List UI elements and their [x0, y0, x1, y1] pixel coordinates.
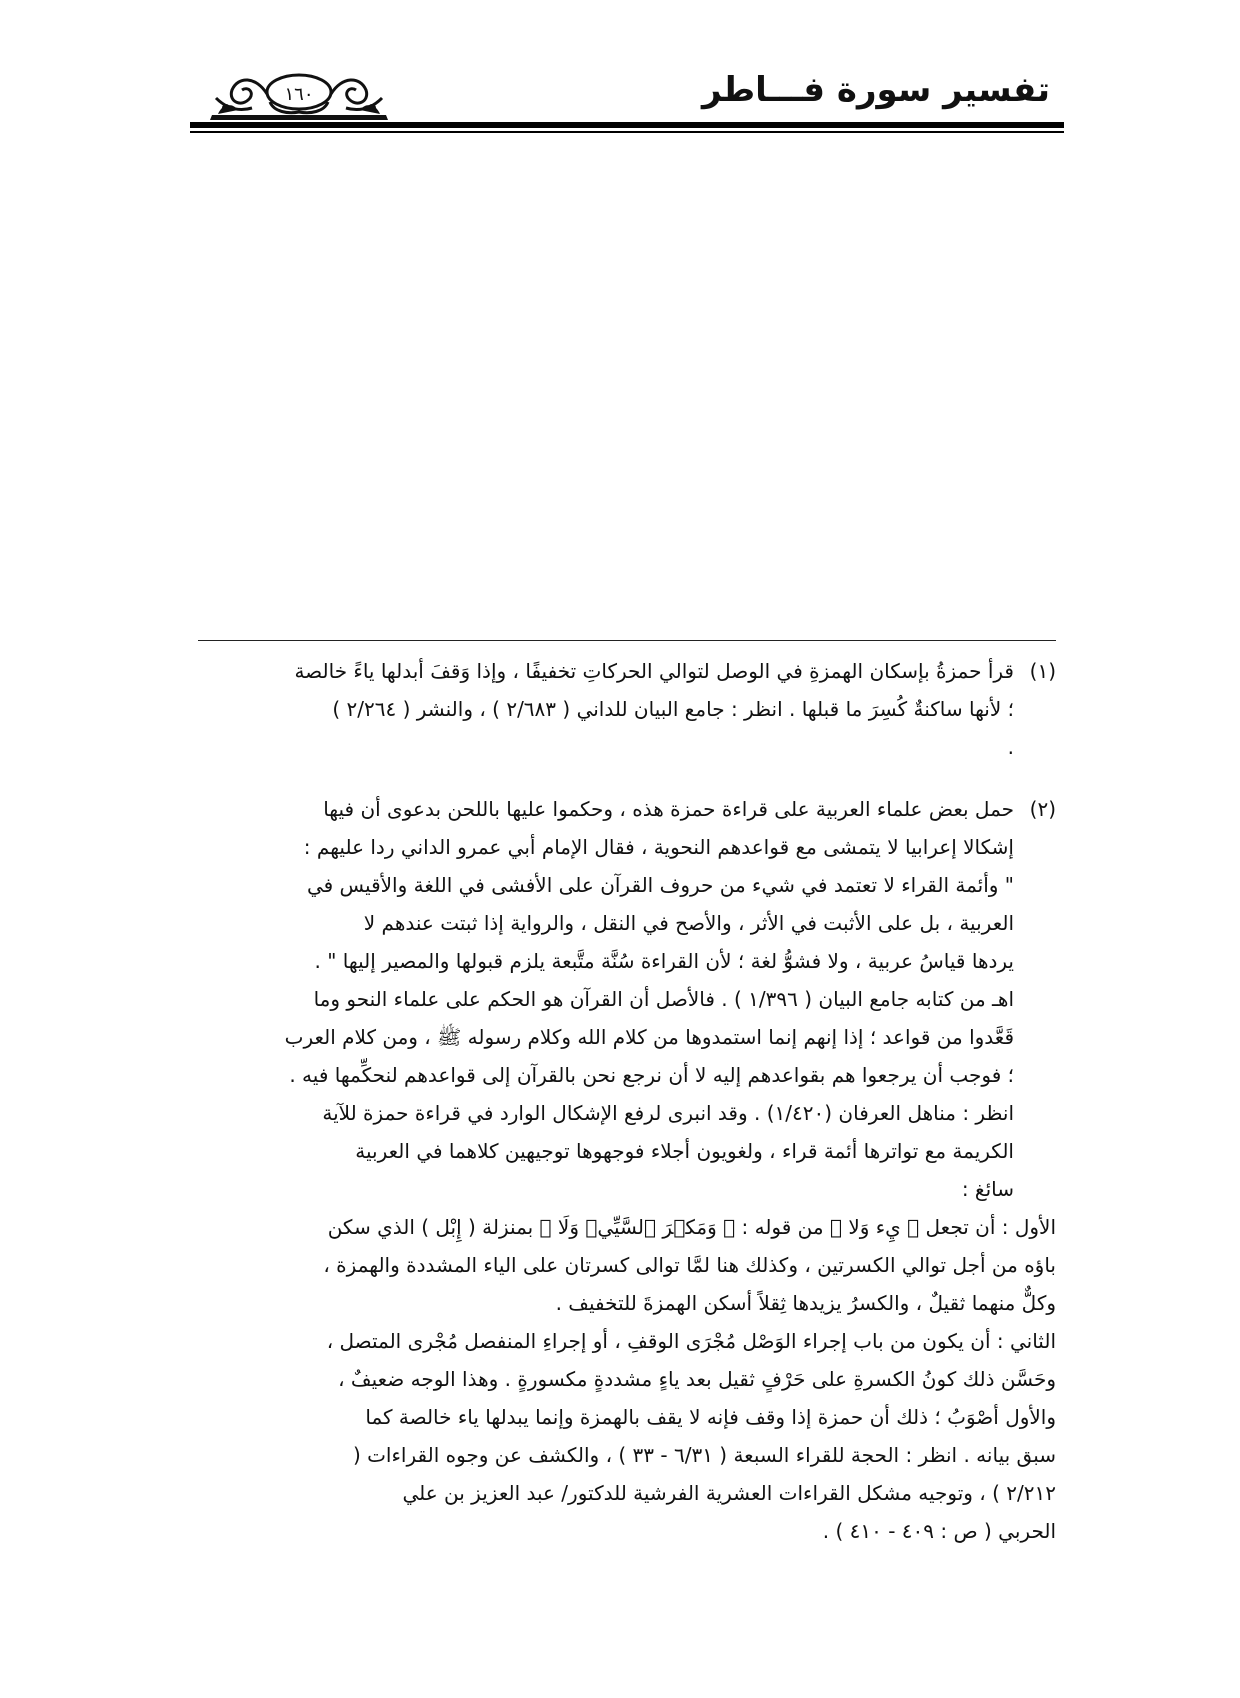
footnote-line: ؛ لأنها ساكنةٌ كُسِرَ ما قبلها . انظر : جامع البيان للداني ( ٢/٦٨٣ ) ، والنشر ( ٢/٢٦٤ ) — [332, 697, 1014, 721]
footnote-line: اهـ من كتابه جامع البيان ( ١/٣٩٦ ) . فالأصل أن القرآن هو الحكم على علماء النحو وما — [313, 987, 1014, 1011]
footnote-line: الثاني : أن يكون من باب إجراء الوَصْل مُجْرَى الوقفِ ، أو إجراءِ المنفصل مُجْرى المتصل ، — [326, 1329, 1056, 1353]
footnote-2 — [198, 790, 1056, 1208]
footnote-line: ٢/٢١٢ ) ، وتوجيه مشكل القراءات العشرية الفرشية للدكتور/ عبد العزيز بن علي — [402, 1481, 1056, 1505]
page-number: ١٦٠ — [284, 84, 314, 105]
footnote-line: سبق بيانه . انظر : الحجة للقراء السبعة ( ٦/٣١ - ٣٣ ) ، والكشف عن وجوه القراءات ( — [352, 1443, 1056, 1467]
footnote-line: العربية ، بل على الأثبت في الأثر ، والأصح في النقل ، والرواية إذا ثبتت عندهم لا — [363, 911, 1014, 935]
footnote-line: إشكالا إعرابيا لا يتمشى مع قواعدهم النحوية ، فقال الإمام أبي عمرو الداني ردا عليهم : — [303, 835, 1014, 859]
footnote-line: يردها قياسُ عربية ، ولا فشوُّ لغة ؛ لأن القراءة سُنَّة متَّبعة يلزم قبولها والمصير إليها " . — [314, 949, 1014, 973]
footnote-body — [198, 790, 1014, 1208]
page-title: تفسير سورة فـــاطر — [701, 70, 1050, 110]
footnote-line: ؛ فوجب أن يرجعوا هم بقواعدهم إليه لا أن نرجع نحن بالقرآن إلى قواعدهم لنحكِّمها فيه . — [289, 1063, 1014, 1087]
footnote-line: الحربي ( ص : ٤٠٩ - ٤١٠ ) . — [822, 1519, 1056, 1543]
page-number-badge — [208, 68, 390, 124]
footnote-number: (١) — [1029, 659, 1056, 683]
footnote-line: وحَسَّن ذلك كونُ الكسرةِ على حَرْفٍ ثقيل بعد ياءٍ مشددةٍ مكسورةٍ . وهذا الوجه ضعيفٌ ، — [338, 1367, 1056, 1391]
footnote-separator — [198, 640, 1056, 641]
footnote-line: وكلٌّ منهما ثقيلٌ ، والكسرُ يزيدها ثِقلاً أسكن الهمزةَ للتخفيف . — [555, 1291, 1056, 1315]
footnote-line: الأول : أن تجعل ﴿ يِء وَلا ﴾ من قوله : ﴿ وَمَكۡرَ ٱلسَّيِّيۡ وَلَا ﴾ بمنزلة ( إِبْل ) الذي سكن — [327, 1215, 1056, 1239]
footnote-line: " وأئمة القراء لا تعتمد في شيء من حروف القرآن على الأفشى في اللغة والأقيس في — [306, 873, 1014, 897]
footnote-line: حمل بعض علماء العربية على قراءة حمزة هذه ، وحكموا عليها باللحن بدعوى أن فيها — [323, 797, 1014, 821]
footnote-line: باؤه من أجل توالي الكسرتين ، وكذلك هنا لمَّا توالى كسرتان على الياء المشددة والهمزة ، — [323, 1253, 1056, 1277]
footnote-line: قَعَّدوا من قواعد ؛ إذا إنهم إنما استمدوها من كلام الله وكلام رسوله ﷺ ، ومن كلام العرب — [284, 1025, 1014, 1049]
footnote-line: انظر : مناهل العرفان (١/٤٢٠) . وقد انبرى لرفع الإشكال الوارد في قراءة حمزة للآية — [322, 1101, 1014, 1125]
footnote-line: قرأ حمزةُ بإسكان الهمزةِ في الوصل لتوالي الحركاتِ تخفيفًا ، وإذا وَقفَ أبدلها ياءً خالصة — [294, 659, 1014, 683]
footnote-continuation — [198, 1208, 1056, 1550]
footnote-line: الكريمة مع تواترها أئمة قراء ، ولغويون أجلاء فوجهوها توجيهين كلاهما في العربية — [355, 1139, 1014, 1163]
footnotes — [198, 652, 1056, 1550]
footnote-body — [198, 652, 1014, 766]
footnote-1 — [198, 652, 1056, 766]
header-rule-thick — [190, 122, 1064, 128]
footnote-line: . — [1007, 735, 1014, 759]
footnote-number: (٢) — [1029, 797, 1056, 821]
footnote-line: سائغ : — [961, 1177, 1014, 1201]
header-rule-thin — [190, 131, 1064, 133]
footnote-line: والأول أصْوَبُ ؛ ذلك أن حمزة إذا وقف فإنه لا يقف بالهمزة وإنما يبدلها ياء خالصة كما — [365, 1405, 1056, 1429]
